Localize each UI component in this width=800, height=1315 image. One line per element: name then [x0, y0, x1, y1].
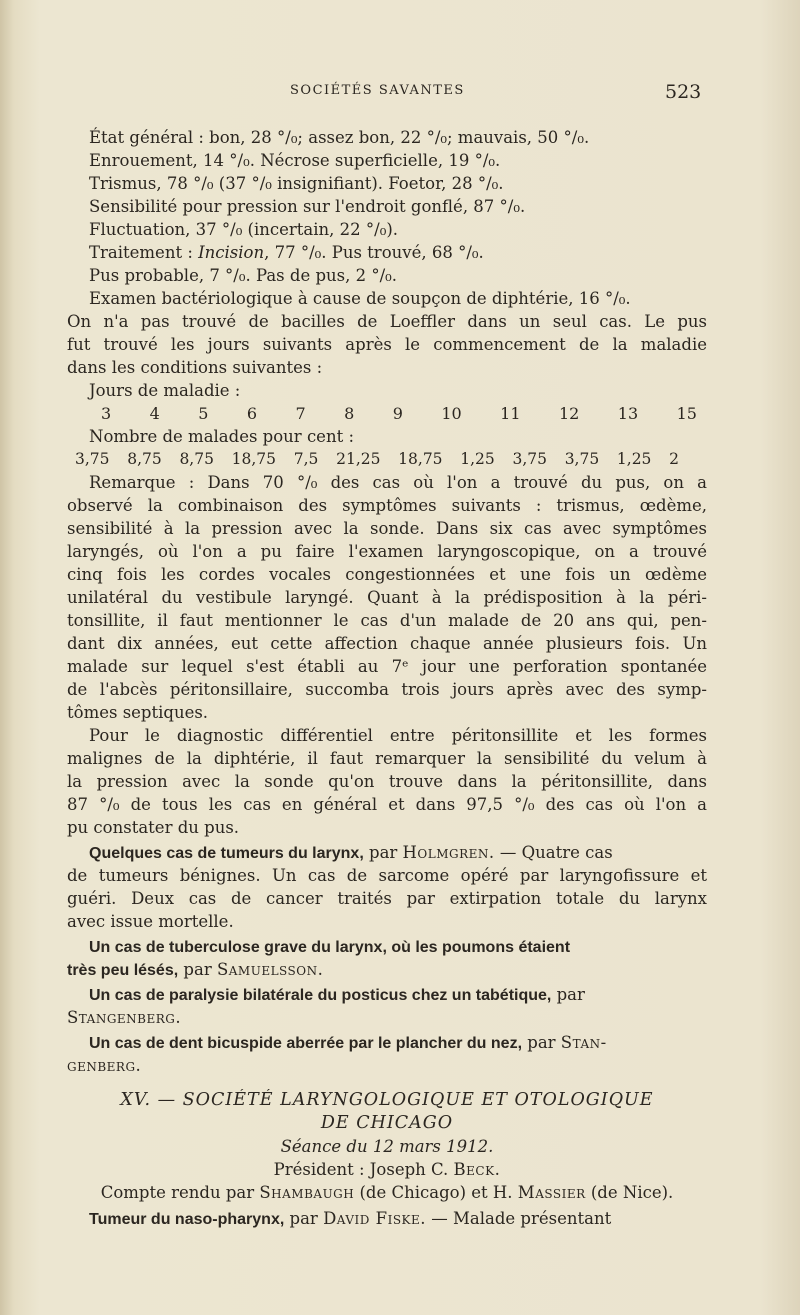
entry-by: par — [522, 1033, 561, 1052]
text-line: tômes septiques. — [67, 703, 209, 722]
percent-cell: 2 — [669, 450, 679, 468]
percent-cell: 3,75 — [75, 450, 110, 468]
day-cell: 6 — [246, 404, 258, 423]
entry-naso-pharynx — [67, 1207, 707, 1230]
day-cell: 15 — [676, 404, 697, 423]
compte-rendu-label: Compte rendu par — [100, 1183, 260, 1202]
text-line: dant dix années, eut cette affection chaque année plusieurs fois. Un — [67, 634, 707, 653]
entry-title: Un cas de dent bicuspide aberrée par le plancher du nez, — [89, 1035, 523, 1052]
text-line: observé la combinaison des symptômes suivants : trismus, œdème, — [67, 496, 707, 515]
percent-cell: 3,75 — [512, 450, 547, 468]
page-number: 523 — [665, 81, 702, 103]
entry-title: Un cas de tuberculose grave du larynx, où les poumons étaient — [89, 939, 571, 956]
day-cell: 4 — [149, 404, 160, 423]
entry-paralysie-title — [67, 983, 707, 1006]
text-line: de l'abcès péritonsillaire, succomba trois jours après avec des symp- — [67, 680, 707, 699]
day-cell: 9 — [392, 404, 403, 423]
traitement-incision: Incision — [198, 243, 265, 262]
text-line: Pour le diagnostic différentiel entre péritonsillite et les formes — [89, 726, 707, 745]
author-name: Holmgren. — [402, 843, 495, 862]
day-cell: 7 — [295, 404, 306, 423]
percent-cell: 18,75 — [231, 450, 277, 468]
entry-text: — Quatre cas — [499, 843, 613, 862]
percent-cell: 1,25 — [616, 450, 652, 468]
text-line: Fluctuation, 37 °/₀ (incertain, 22 °/₀). — [89, 220, 398, 239]
text-line: Pus probable, 7 °/₀. Pas de pus, 2 °/₀. — [89, 266, 398, 285]
text-line: Trismus, 78 °/₀ (37 °/₀ insignifiant). Foetor, 28 °/₀. — [89, 174, 504, 193]
section-seance: Séance du 12 mars 1912. — [280, 1137, 494, 1156]
author-name: Beck. — [453, 1160, 501, 1179]
text-line: de tumeurs bénignes. Un cas de sarcome opéré par laryngofissure et — [67, 866, 707, 885]
entry-title: Tumeur du naso-pharynx, — [89, 1211, 285, 1228]
author-name: Shambaugh — [259, 1183, 355, 1202]
section-president — [67, 1158, 707, 1181]
day-cell: 5 — [198, 404, 209, 423]
percent-cell: 8,75 — [179, 450, 214, 468]
table-percent-label: Nombre de malades pour cent : — [89, 427, 355, 446]
text-line: guéri. Deux cas de cancer traités par extirpation totale du larynx — [67, 889, 707, 908]
text-line: malignes de la diphtérie, il faut remarquer la sensibilité du velum à — [67, 749, 707, 768]
section-title-line2: DE CHICAGO — [320, 1113, 454, 1133]
entry-tuberculose-title — [67, 935, 707, 958]
text-line: dans les conditions suivantes : — [67, 358, 323, 377]
entry-by: par — [551, 985, 585, 1004]
percent-cell: 3,75 — [564, 450, 600, 468]
entry-title: très peu lésés, — [67, 962, 179, 979]
day-cell: 8 — [344, 404, 355, 423]
text-line: Sensibilité pour pression sur l'endroit gonflé, 87 °/₀. — [89, 197, 526, 216]
text-line: unilatéral du vestibule laryngé. Quant à la prédisposition à la péri- — [67, 588, 707, 607]
entry-title: Quelques cas de tumeurs du larynx, — [89, 845, 364, 862]
percent-cell: 1,25 — [460, 450, 495, 468]
text-line-traitement — [67, 241, 707, 264]
text-line: sensibilité à la pression avec la sonde. Dans six cas avec symptômes — [67, 519, 707, 538]
text-line: Enrouement, 14 °/₀. Nécrose superficielle, 19 °/₀. — [89, 151, 501, 170]
author-name: David Fiske. — [323, 1209, 427, 1228]
day-cell: 12 — [558, 404, 580, 423]
author-name: genberg. — [67, 1056, 142, 1075]
entry-by: par — [178, 960, 217, 979]
entry-by: par — [363, 843, 403, 862]
compte-rendu-end: (de Nice). — [585, 1183, 674, 1202]
entry-dent-author — [67, 1054, 707, 1077]
text-line: pu constater du pus. — [67, 818, 240, 837]
president-label: Président : Joseph C. — [273, 1160, 454, 1179]
compte-rendu-mid: (de Chicago) et H. — [354, 1183, 518, 1202]
traitement-suffix: , 77 °/₀. Pus trouvé, 68 °/₀. — [264, 243, 484, 262]
entry-paralysie-author — [67, 1006, 707, 1029]
entry-text: — Malade présentant — [426, 1209, 612, 1228]
author-name: Massier — [517, 1183, 586, 1202]
text-line: laryngés, où l'on a pu faire l'examen laryngoscopique, on a trouvé — [67, 542, 707, 561]
table-percent-row — [67, 448, 707, 471]
section-title-line1: XV. — SOCIÉTÉ LARYNGOLOGIQUE ET OTOLOGIQUE — [120, 1090, 654, 1110]
day-cell: 3 — [101, 404, 112, 423]
running-header — [0, 81, 800, 105]
percent-cell: 8,75 — [127, 450, 162, 468]
entry-dent-title — [67, 1031, 707, 1054]
entry-tuberculose-author — [67, 958, 707, 981]
text-line: avec issue mortelle. — [67, 912, 234, 931]
text-line: la pression avec la sonde qu'on trouve dans la péritonsillite, dans — [67, 772, 707, 791]
day-cell: 11 — [500, 404, 521, 423]
text-line: Examen bactériologique à cause de soupçon de diphtérie, 16 °/₀. — [89, 289, 631, 308]
text-line: tonsillite, il faut mentionner le cas d'un malade de 20 ans qui, pen- — [67, 611, 707, 630]
entry-tumeurs-larynx — [67, 841, 707, 864]
text-line: fut trouvé les jours suivants après le commencement de la maladie — [67, 335, 707, 354]
text-line: On n'a pas trouvé de bacilles de Loeffler dans un seul cas. Le pus — [67, 312, 707, 331]
text-line: État général : bon, 28 °/₀; assez bon, 22 °/₀; mauvais, 50 °/₀. — [89, 128, 590, 147]
table-days-label: Jours de maladie : — [89, 381, 241, 400]
entry-title: Un cas de paralysie bilatérale du posticus chez un tabétique, — [89, 987, 552, 1004]
author-name: Stangenberg. — [67, 1008, 182, 1027]
text-line: cinq fois les cordes vocales congestionnées et une fois un œdème — [67, 565, 707, 584]
entry-by: par — [284, 1209, 324, 1228]
author-name: Stan- — [560, 1033, 607, 1052]
text-line: 87 °/₀ de tous les cas en général et dans 97,5 °/₀ des cas où l'on a — [67, 795, 707, 814]
author-name: Samuelsson. — [216, 960, 324, 979]
day-cell: 10 — [441, 404, 462, 423]
table-days-row — [67, 402, 707, 425]
text-line: malade sur lequel s'est établi au 7ᵉ jour une perforation spontanée — [67, 657, 707, 676]
header-title: SOCIÉTÉS SAVANTES — [290, 83, 465, 98]
traitement-prefix: Traitement : — [89, 243, 199, 262]
percent-cell: 21,25 — [336, 450, 381, 468]
section-compte-rendu — [67, 1181, 707, 1204]
percent-cell: 7,5 — [293, 450, 319, 468]
percent-cell: 18,75 — [398, 450, 443, 468]
text-line: Remarque : Dans 70 °/₀ des cas où l'on a trouvé du pus, on a — [89, 473, 707, 492]
day-cell: 13 — [617, 404, 639, 423]
